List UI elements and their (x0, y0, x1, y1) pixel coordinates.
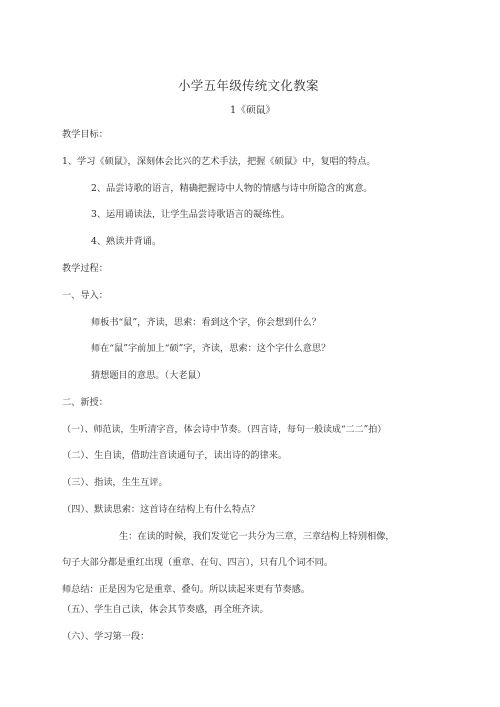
goal-item: 3、运用诵读法，让学生品尝诗歌语言的凝练性。 (91, 209, 290, 220)
intro-item: 师在“鼠”字前加上“硕”字，齐读，思索：这个字什么意思？ (91, 343, 331, 354)
step-item: （四）、默读思索：这首诗在结构上有什么特点？ (62, 504, 260, 515)
goals-heading: 教学目标： (62, 129, 108, 140)
step-item: （五）、学生自己读，体会其节奏感，再全班齐读。 (62, 604, 269, 615)
goal-item: 2、品尝诗歌的语言，精确把握诗中人物的情感与诗中所隐含的寓意。 (91, 183, 373, 194)
student-answer-line: 生：在读的时候，我们发觉它一共分为三章，三章结构上特别相像， (119, 531, 395, 542)
step-item: （一）、师范读，生听清字音，体会诗中节奏。（四言诗，每句一般读成“二二”拍） (62, 425, 387, 435)
process-heading: 教学过程： (62, 263, 108, 274)
goal-item: 1、学习《硕鼠》，深刻体会比兴的艺术手法，把握《硕鼠》中，复唱的特点。 (62, 156, 376, 167)
document-title: 小学五年级传统文化教案 (178, 78, 319, 93)
goal-item: 4、熟读并背诵。 (91, 236, 162, 247)
intro-item: 猜想题目的意思。（大老鼠） (91, 370, 206, 381)
step-item: （三）、指读，生生互评。 (62, 477, 168, 488)
intro-item: 师板书“鼠”，齐读，思索：看到这个字，你会想到什么？ (91, 317, 321, 328)
lesson-subtitle: 1《硕鼠》 (230, 105, 276, 116)
step-item: （六）、学习第一段： (62, 631, 150, 642)
section-heading-new-lesson: 二、新授： (62, 397, 108, 408)
student-answer-line: 句子大部分都是重红出现（重章、在句、四言），只有几个词不同。 (62, 557, 334, 568)
step-item: （二）、生自读，借助注音读通句子，读出诗的韵律来。 (62, 450, 288, 461)
section-heading-intro: 一、导入： (62, 290, 108, 301)
teacher-summary: 师总结：正是因为它是重章、叠句。所以读起来更有节奏感。 (62, 584, 311, 595)
